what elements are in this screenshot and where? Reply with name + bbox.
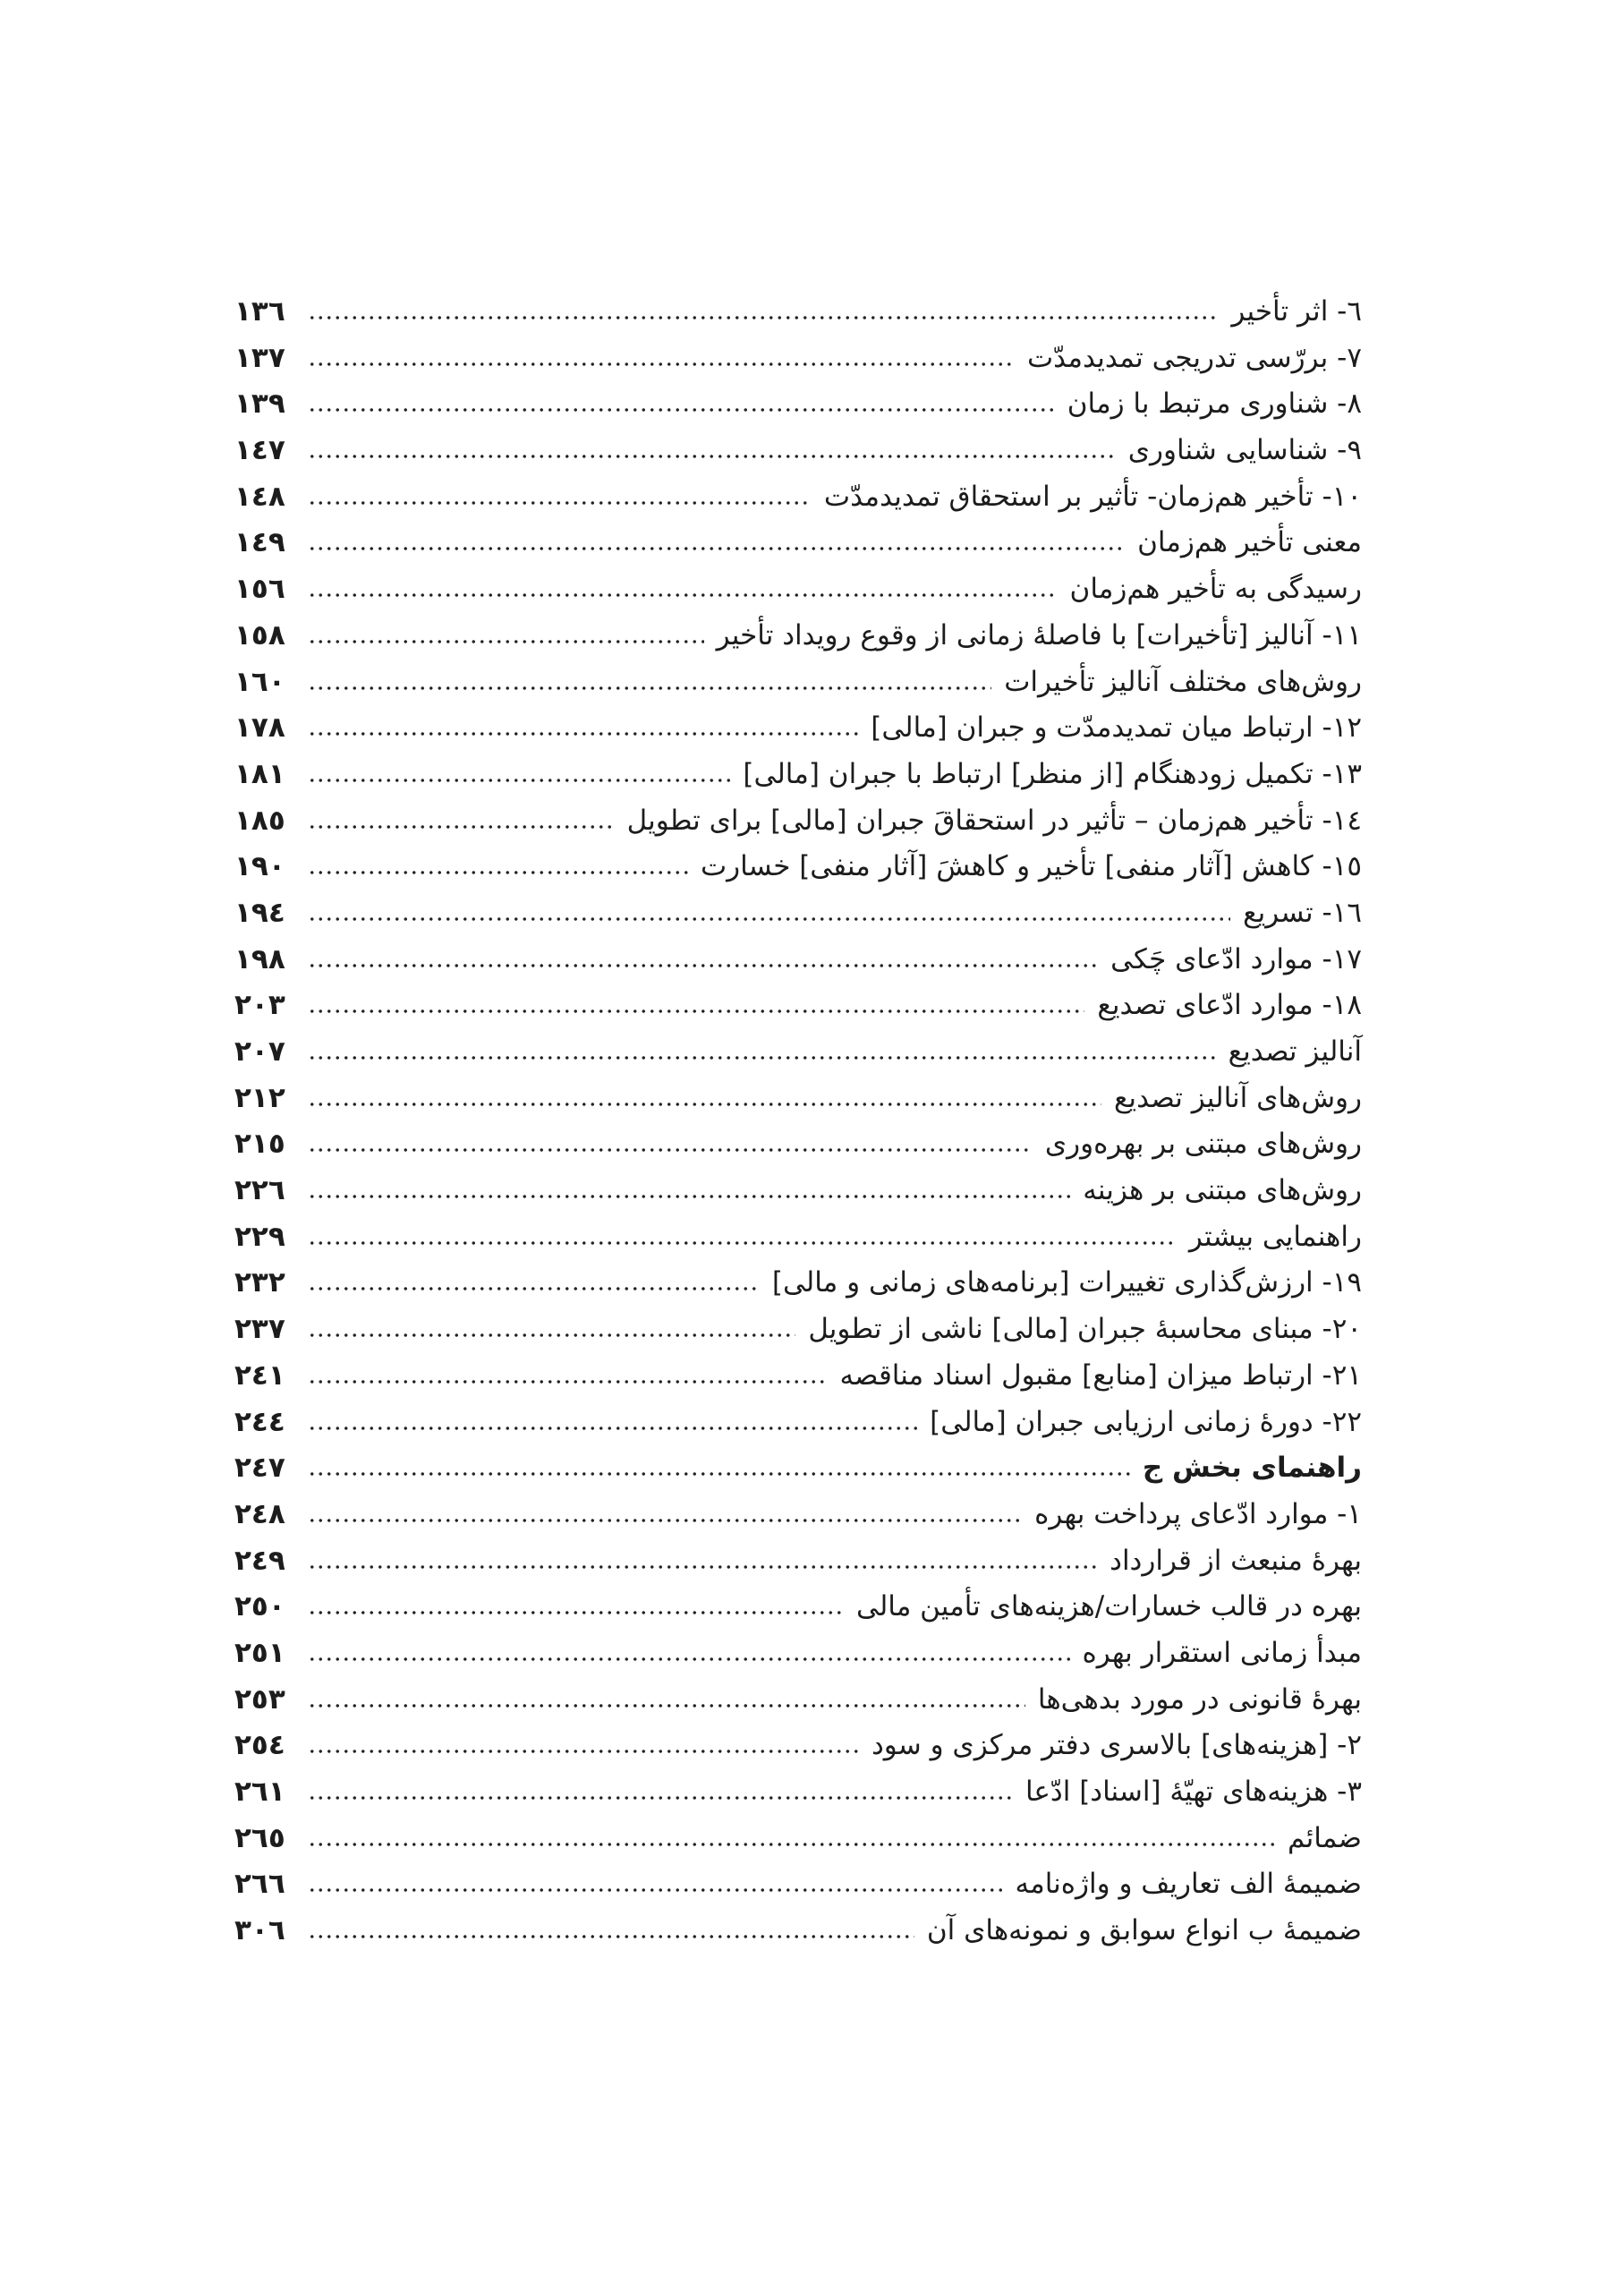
toc-entry-title: راهنمایی بیشتر [1188, 1220, 1362, 1253]
toc-entry-title: ٩- شناسایی شناوری [1127, 434, 1362, 467]
toc-entry [234, 289, 1362, 336]
dot-leader [308, 1657, 1070, 1662]
toc-entry-page-number: ١٣٧ [234, 341, 285, 374]
toc-entry-title: بهره در قالب خسارات/هزینه‌های تأمین مالی [855, 1590, 1362, 1623]
toc-entry-title: ٢- [هزینه‌های] بالاسری دفتر مرکزی و سود [871, 1729, 1362, 1762]
toc-entry-page-number: ٢٥٣ [234, 1682, 285, 1716]
toc-entry-page-number: ١٣٦ [234, 295, 285, 328]
toc-entry [234, 1029, 1362, 1076]
dot-leader [308, 1194, 1070, 1199]
toc-entry [234, 890, 1362, 937]
toc-entry-title: رسیدگی به تأخیر هم‌زمان [1069, 573, 1362, 606]
toc-entry [234, 1168, 1362, 1214]
toc-entry [234, 983, 1362, 1029]
toc-entry-title: روش‌های مبتنی بر بهره‌وری [1044, 1128, 1362, 1161]
toc-entry-page-number: ١٥٨ [234, 618, 285, 652]
dot-leader [308, 592, 1058, 598]
toc-entry [234, 613, 1362, 660]
toc-entry [234, 798, 1362, 845]
toc-entry [234, 1492, 1362, 1538]
toc-entry-title: ١٧- موارد ادّعای چَکی [1110, 942, 1362, 975]
toc-entry-page-number: ٢٢٦ [234, 1174, 285, 1207]
toc-entry-page-number: ٢٤٨ [234, 1497, 285, 1530]
dot-leader [308, 731, 858, 737]
toc-entry [234, 520, 1362, 566]
toc-entry-page-number: ١٧٨ [234, 711, 285, 745]
dot-leader [308, 1240, 1177, 1246]
toc-entry-title: ١١- آنالیز [تأخیرات] با فاصلهٔ زمانی از وقوع رویداد تأخیر [716, 618, 1362, 652]
dot-leader [308, 1426, 917, 1431]
toc-entry-page-number: ٢٦٦ [234, 1868, 285, 1901]
toc-entry-title: روش‌های آنالیز تصدیع [1113, 1081, 1362, 1114]
toc-entry-title: ضمیمهٔ الف تعاریف و واژه‌نامه [1015, 1868, 1362, 1901]
toc-entry-title: ٣- هزینه‌های تهیّهٔ [اسناد] ادّعا [1025, 1776, 1362, 1808]
toc-entry-title: ١٢- ارتباط میان تمدیدمدّت و جبران [مالی] [871, 711, 1362, 745]
toc-entry-page-number: ١٩٤ [234, 896, 285, 929]
toc-entry-title: روش‌های مختلف آنالیز تأخیرات [1004, 665, 1362, 698]
toc-entry [234, 1353, 1362, 1400]
dot-leader [308, 1703, 1025, 1708]
toc-entry-page-number: ٢٣٢ [234, 1266, 285, 1299]
toc-entry [234, 937, 1362, 984]
toc-entry-page-number: ١٤٧ [234, 434, 285, 467]
toc-entry [234, 474, 1362, 521]
dot-leader [308, 1102, 1101, 1107]
toc-entry [234, 1769, 1362, 1816]
toc-entry-title: معنی تأخیر هم‌زمان [1137, 526, 1362, 559]
toc-entry-page-number: ٢٤٧ [234, 1452, 285, 1485]
toc-entry [234, 844, 1362, 890]
toc-entry [234, 1908, 1362, 1955]
dot-leader [308, 454, 1116, 459]
table-of-contents [234, 289, 1362, 1955]
toc-entry-page-number: ٢١٢ [234, 1081, 285, 1114]
toc-entry [234, 1816, 1362, 1862]
toc-entry-page-number: ٢٠٧ [234, 1035, 285, 1068]
toc-entry-title: ١٨- موارد ادّعای تصدیع [1097, 989, 1362, 1022]
toc-entry-title: ضمیمهٔ ب انواع سوابق و نمونه‌های آن [926, 1914, 1362, 1947]
toc-entry-page-number: ٢٠٣ [234, 989, 285, 1022]
toc-entry-page-number: ٣٠٦ [234, 1914, 285, 1947]
toc-entry-page-number: ٢٦١ [234, 1776, 285, 1808]
dot-leader [308, 1471, 1130, 1477]
toc-entry-title: راهنمای بخش ج [1142, 1452, 1362, 1485]
toc-entry [234, 1260, 1362, 1307]
dot-leader [308, 1887, 1003, 1893]
toc-entry [234, 752, 1362, 798]
toc-entry-title: ١٣- تکمیل زودهنگام [از منظر] ارتباط با جبران [مالی] [743, 757, 1362, 790]
toc-section-heading [234, 1445, 1362, 1492]
dot-leader [308, 407, 1055, 413]
toc-entry-page-number: ١٨١ [234, 757, 285, 790]
toc-entry-page-number: ١٨٥ [234, 804, 285, 837]
toc-entry [234, 1076, 1362, 1122]
toc-entry [234, 705, 1362, 752]
toc-entry [234, 1861, 1362, 1908]
toc-entry-page-number: ٢٥٤ [234, 1729, 285, 1762]
toc-entry-page-number: ٢٤١ [234, 1358, 285, 1392]
toc-entry-page-number: ٢٦٥ [234, 1821, 285, 1854]
dot-leader [308, 824, 615, 830]
toc-entry-page-number: ١٦٠ [234, 665, 285, 698]
toc-entry-page-number: ١٥٦ [234, 573, 285, 606]
dot-leader [308, 362, 1015, 367]
toc-entry-page-number: ٢٢٩ [234, 1220, 285, 1253]
toc-entry [234, 336, 1362, 382]
dot-leader [308, 315, 1219, 320]
toc-entry-title: ضمائم [1288, 1821, 1362, 1854]
dot-leader [308, 870, 688, 875]
dot-leader [308, 1379, 827, 1384]
toc-entry-title: ٢١- ارتباط میزان [منابع] مقبول اسناد مناقصه [839, 1358, 1362, 1392]
toc-entry-title: ١٦- تسریع [1243, 896, 1362, 929]
toc-entry-title: روش‌های مبتنی بر هزینه [1083, 1174, 1362, 1207]
toc-entry [234, 1538, 1362, 1585]
toc-entry [234, 660, 1362, 706]
toc-entry-page-number: ٢٤٤ [234, 1405, 285, 1438]
dot-leader [308, 1564, 1097, 1570]
dot-leader [308, 1842, 1275, 1847]
dot-leader [308, 1286, 760, 1291]
dot-leader [308, 1518, 1022, 1523]
toc-entry [234, 566, 1362, 613]
dot-leader [308, 1610, 844, 1615]
dot-leader [308, 639, 704, 644]
toc-entry-page-number: ١٤٨ [234, 480, 285, 513]
dot-leader [308, 1333, 795, 1338]
toc-entry-page-number: ٢١٥ [234, 1128, 285, 1161]
toc-entry [234, 1400, 1362, 1446]
toc-entry-title: ١٥- کاهش [آثار منفی] تأخیر و کاهشَ [آثار منفی] خسارت [700, 850, 1362, 883]
toc-entry [234, 1584, 1362, 1631]
dot-leader [308, 1055, 1216, 1060]
toc-entry-title: ٦- اثر تأخیر [1231, 295, 1362, 328]
toc-entry [234, 1121, 1362, 1168]
dot-leader [308, 1934, 914, 1939]
toc-entry-title: مبدأ زمانی استقرار بهره [1082, 1636, 1362, 1669]
toc-entry-page-number: ٢٥١ [234, 1636, 285, 1669]
toc-entry [234, 1214, 1362, 1261]
dot-leader [308, 916, 1230, 922]
toc-entry [234, 1631, 1362, 1677]
toc-entry-title: آنالیز تصدیع [1228, 1035, 1362, 1068]
toc-entry-page-number: ٢٤٩ [234, 1544, 285, 1577]
toc-entry-title: بهرهٔ قانونی در مورد بدهی‌ها [1037, 1682, 1362, 1716]
toc-entry-title: ٨- شناوری مرتبط با زمان [1067, 388, 1362, 421]
toc-entry-title: ٢٢- دورهٔ زمانی ارزیابی جبران [مالی] [930, 1405, 1362, 1438]
dot-leader [308, 778, 730, 783]
toc-entry-page-number: ١٤٩ [234, 526, 285, 559]
dot-leader [308, 546, 1125, 551]
toc-entry [234, 1307, 1362, 1353]
toc-entry-title: بهرهٔ منبعث از قرارداد [1110, 1544, 1362, 1577]
toc-entry [234, 1723, 1362, 1769]
toc-entry-title: ١- موارد ادّعای پرداخت بهره [1034, 1497, 1362, 1530]
dot-leader [308, 1009, 1084, 1014]
toc-entry-page-number: ٢٥٠ [234, 1590, 285, 1623]
dot-leader [308, 963, 1098, 968]
toc-entry-page-number: ٢٣٧ [234, 1313, 285, 1346]
toc-entry-page-number: ١٣٩ [234, 388, 285, 421]
toc-entry-title: ٢٠- مبنای محاسبهٔ جبران [مالی] ناشی از تطویل [808, 1313, 1362, 1346]
toc-entry-title: ١٤- تأخیر هم‌زمان – تأثیر در استحقاقَ جبران [مالی] برای تطویل [626, 804, 1362, 837]
toc-entry [234, 428, 1362, 474]
toc-entry [234, 381, 1362, 428]
toc-entry-page-number: ١٩٠ [234, 850, 285, 883]
toc-entry-title: ٧- بررّسی تدریجی تمدیدمدّت [1026, 341, 1362, 374]
toc-entry [234, 1677, 1362, 1724]
dot-leader [308, 1147, 1033, 1153]
dot-leader [308, 500, 812, 506]
toc-entry-title: ١٠- تأخیر هم‌زمان- تأثیر بر استحقاق تمدیدمدّت [823, 480, 1362, 513]
dot-leader [308, 1749, 859, 1754]
toc-entry-title: ١٩- ارزش‌گذاری تغییرات [برنامه‌های زمانی و مالی] [771, 1266, 1362, 1299]
dot-leader [308, 1795, 1013, 1801]
toc-entry-page-number: ١٩٨ [234, 942, 285, 975]
dot-leader [308, 686, 991, 691]
